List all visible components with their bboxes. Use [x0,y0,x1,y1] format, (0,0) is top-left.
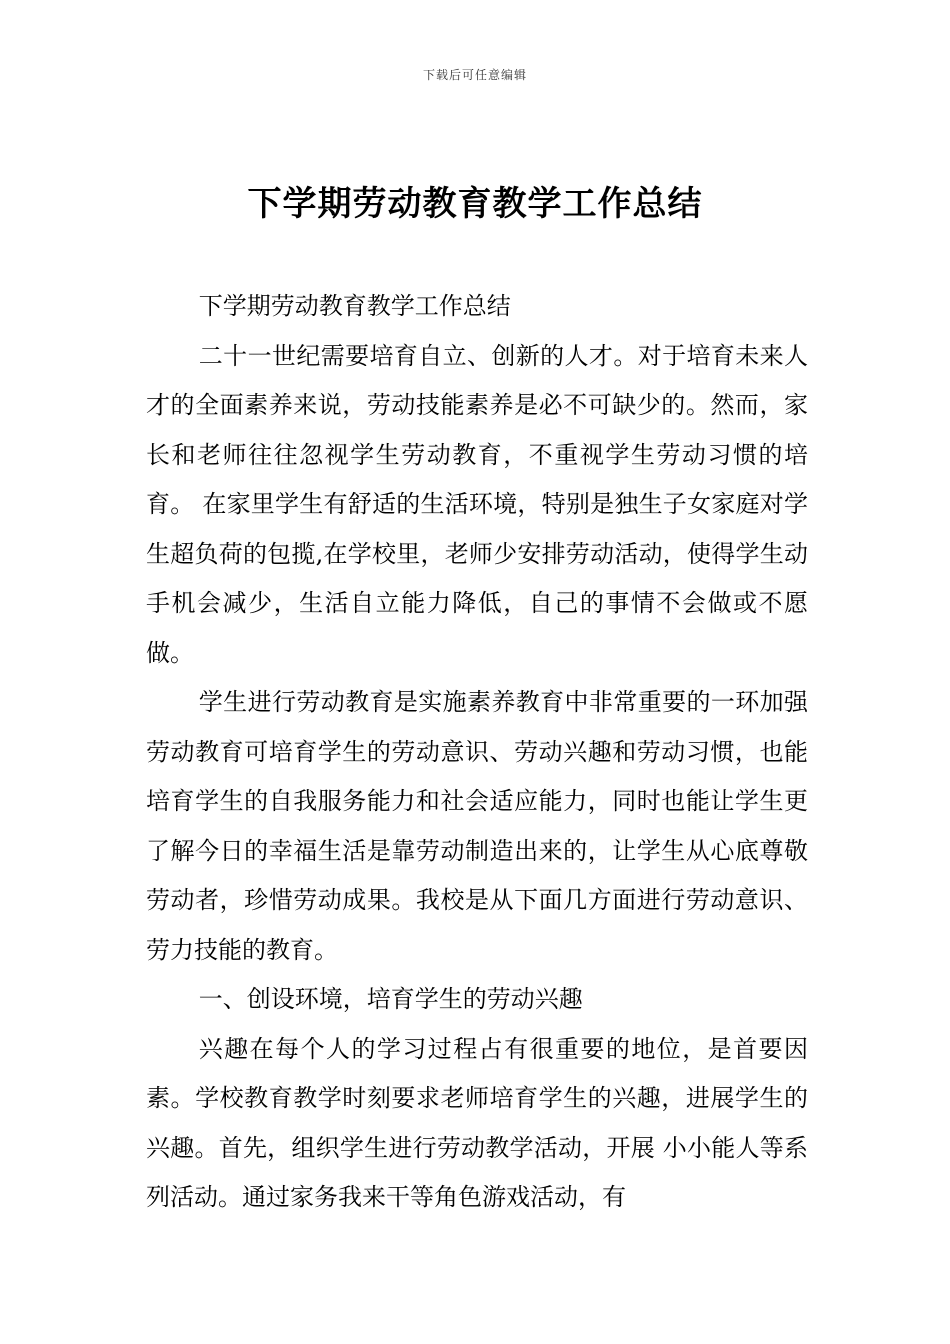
paragraph: 兴趣在每个人的学习过程占有很重要的地位，是首要因素。学校教育教学时刻要求老师培育学生的兴趣，进展学生的兴趣。首先，组织学生进行劳动教学活动，开展 小小能人等系列活动。通过家务我来干等角色游戏活动，有 [146,1034,808,1211]
paragraph-subtitle: 下学期劳动教育教学工作总结 [198,292,511,320]
document-body [146,282,808,1223]
document-title: 下学期劳动教育教学工作总结 [247,184,703,224]
page-header-note: 下载后可任意编辑 [422,68,527,82]
section-heading: 一、创设环境，培育学生的劳动兴趣 [198,985,583,1013]
paragraph: 二十一世纪需要培育自立、创新的人才。对于培育未来人才的全面素养来说，劳动技能素养是必不可缺少的。然而，家长和老师往往忽视学生劳动教育，不重视学生劳动习惯的培育。 在家里学生有舒适的生活环境，特别是独生子女家庭对学生超负荷的包揽,在学校里，老师少安排劳动活动，使得学生动手机会减少，生活自立能力降低，自己的事情不会做或不愿做。 [146,341,808,667]
paragraph: 学生进行劳动教育是实施素养教育中非常重要的一环加强劳动教育可培育学生的劳动意识、劳动兴趣和劳动习惯，也能培育学生的自我服务能力和社会适应能力，同时也能让学生更了解今日的幸福生活是靠劳动制造出来的，让学生从心底尊敬劳动者，珍惜劳动成果。我校是从下面几方面进行劳动意识、劳力技能的教育。 [146,688,808,964]
